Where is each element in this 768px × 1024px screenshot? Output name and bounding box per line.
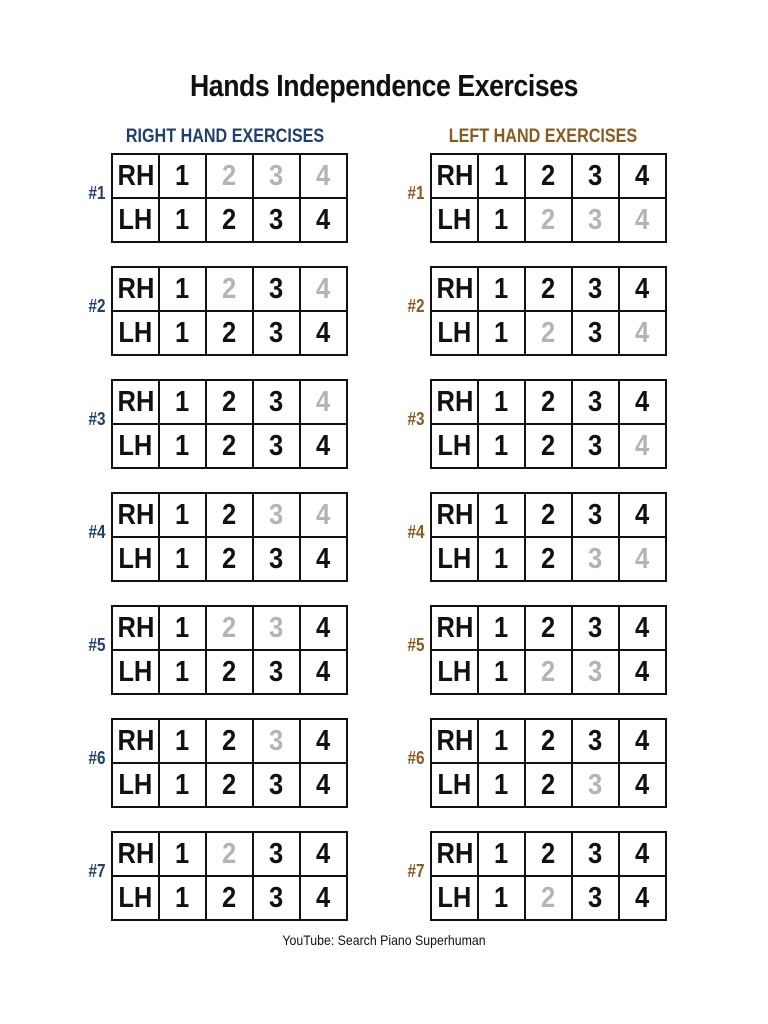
finger-number-rest: 4	[619, 311, 666, 355]
hand-label: LH	[431, 537, 478, 581]
exercise-number: #1	[88, 183, 106, 203]
finger-number: 1	[478, 311, 525, 355]
finger-number: 3	[253, 380, 300, 424]
exercise-grid	[111, 605, 348, 695]
hand-row-rh	[431, 267, 666, 311]
hand-row-rh	[112, 832, 347, 876]
finger-number: 4	[619, 267, 666, 311]
finger-number-rest: 4	[300, 154, 347, 198]
finger-number: 1	[159, 267, 206, 311]
exercise-grid	[111, 153, 348, 243]
hand-label: RH	[431, 606, 478, 650]
right-exercise-6	[88, 718, 337, 806]
hand-row-lh	[431, 650, 666, 694]
hand-row-lh	[431, 198, 666, 242]
finger-number: 1	[159, 832, 206, 876]
finger-number-rest: 2	[525, 198, 572, 242]
finger-number: 4	[300, 311, 347, 355]
finger-number-rest: 2	[206, 267, 253, 311]
hand-row-rh	[112, 493, 347, 537]
exercise-number: #3	[88, 409, 106, 429]
finger-number: 3	[572, 154, 619, 198]
exercise-grid	[111, 266, 348, 356]
hand-row-rh	[112, 719, 347, 763]
finger-number: 2	[525, 763, 572, 807]
exercise-number: #2	[407, 296, 425, 316]
hand-row-rh	[431, 154, 666, 198]
finger-number: 4	[300, 763, 347, 807]
finger-number: 2	[525, 537, 572, 581]
finger-number: 2	[206, 424, 253, 468]
finger-number: 1	[159, 650, 206, 694]
finger-number-rest: 3	[572, 198, 619, 242]
exercise-number: #4	[88, 522, 106, 542]
finger-number: 1	[478, 154, 525, 198]
exercise-grid	[430, 379, 667, 469]
hand-label: RH	[431, 267, 478, 311]
finger-number-rest: 3	[253, 493, 300, 537]
finger-number: 4	[619, 876, 666, 920]
finger-number-rest: 4	[619, 198, 666, 242]
finger-number: 3	[572, 719, 619, 763]
hand-label: RH	[112, 380, 159, 424]
hand-label: RH	[112, 719, 159, 763]
finger-number: 3	[572, 493, 619, 537]
finger-number: 3	[572, 606, 619, 650]
exercise-grid	[430, 831, 667, 921]
hand-label: RH	[431, 832, 478, 876]
finger-number: 2	[525, 154, 572, 198]
exercise-number: #2	[88, 296, 106, 316]
right-exercise-5	[88, 605, 337, 693]
left-exercise-5	[407, 605, 656, 693]
hand-label: LH	[431, 311, 478, 355]
hand-label: RH	[112, 154, 159, 198]
finger-number: 4	[619, 763, 666, 807]
finger-number: 3	[572, 311, 619, 355]
hand-row-lh	[112, 198, 347, 242]
finger-number-rest: 4	[619, 537, 666, 581]
exercise-grid	[111, 379, 348, 469]
hand-label: LH	[431, 876, 478, 920]
finger-number: 3	[253, 424, 300, 468]
finger-number-rest: 4	[300, 380, 347, 424]
left-hand-heading: LEFT HAND EXERCISES	[448, 126, 638, 147]
finger-number-rest: 2	[206, 832, 253, 876]
finger-number-rest: 3	[253, 154, 300, 198]
exercise-number: #1	[407, 183, 425, 203]
finger-number: 1	[478, 267, 525, 311]
hand-row-lh	[431, 537, 666, 581]
finger-number: 2	[206, 650, 253, 694]
finger-number: 3	[253, 311, 300, 355]
finger-number: 3	[253, 763, 300, 807]
finger-number: 1	[159, 424, 206, 468]
hand-label: RH	[431, 380, 478, 424]
right-exercise-3	[88, 379, 337, 467]
finger-number: 1	[159, 606, 206, 650]
finger-number: 4	[619, 380, 666, 424]
finger-number: 1	[159, 154, 206, 198]
hand-row-rh	[431, 380, 666, 424]
hand-row-lh	[112, 763, 347, 807]
exercise-grid	[111, 492, 348, 582]
finger-number: 4	[300, 537, 347, 581]
finger-number: 2	[525, 606, 572, 650]
finger-number: 4	[619, 650, 666, 694]
finger-number: 4	[619, 832, 666, 876]
hand-label: RH	[431, 154, 478, 198]
finger-number: 1	[159, 537, 206, 581]
hand-label: LH	[112, 876, 159, 920]
hand-label: RH	[112, 832, 159, 876]
finger-number: 2	[525, 832, 572, 876]
finger-number: 1	[478, 380, 525, 424]
finger-number: 1	[478, 606, 525, 650]
finger-number: 2	[525, 267, 572, 311]
finger-number: 1	[478, 537, 525, 581]
finger-number: 2	[525, 719, 572, 763]
finger-number: 3	[253, 537, 300, 581]
finger-number: 3	[572, 267, 619, 311]
right-exercise-2	[88, 266, 337, 354]
hand-label: LH	[112, 424, 159, 468]
finger-number: 3	[253, 650, 300, 694]
hand-label: LH	[112, 198, 159, 242]
right-exercise-1	[88, 153, 337, 241]
finger-number: 4	[300, 198, 347, 242]
left-exercise-4	[407, 492, 656, 580]
hand-label: LH	[431, 424, 478, 468]
finger-number-rest: 3	[253, 606, 300, 650]
finger-number-rest: 3	[572, 650, 619, 694]
finger-number: 4	[300, 606, 347, 650]
hand-label: LH	[431, 650, 478, 694]
finger-number: 2	[525, 493, 572, 537]
finger-number: 4	[300, 876, 347, 920]
hand-label: RH	[112, 267, 159, 311]
finger-number: 3	[572, 424, 619, 468]
hand-label: LH	[112, 650, 159, 694]
hand-label: LH	[112, 311, 159, 355]
finger-number: 2	[206, 198, 253, 242]
hand-label: LH	[112, 763, 159, 807]
finger-number: 1	[159, 719, 206, 763]
exercise-number: #6	[88, 748, 106, 768]
finger-number: 2	[525, 424, 572, 468]
finger-number: 1	[159, 763, 206, 807]
hand-row-lh	[112, 424, 347, 468]
finger-number-rest: 4	[300, 267, 347, 311]
finger-number-rest: 2	[525, 311, 572, 355]
exercise-number: #4	[407, 522, 425, 542]
left-exercise-1	[407, 153, 656, 241]
footer-credit: YouTube: Search Piano Superhuman	[282, 932, 486, 948]
finger-number: 2	[206, 876, 253, 920]
hand-row-lh	[112, 876, 347, 920]
hand-row-lh	[431, 311, 666, 355]
hand-row-lh	[431, 876, 666, 920]
finger-number: 4	[619, 719, 666, 763]
finger-number-rest: 2	[206, 154, 253, 198]
finger-number: 2	[525, 380, 572, 424]
finger-number: 3	[253, 267, 300, 311]
hand-label: LH	[112, 537, 159, 581]
finger-number-rest: 4	[300, 493, 347, 537]
finger-number-rest: 2	[206, 606, 253, 650]
exercise-grid	[430, 266, 667, 356]
finger-number: 1	[478, 832, 525, 876]
left-exercise-6	[407, 718, 656, 806]
finger-number-rest: 3	[572, 537, 619, 581]
finger-number: 1	[478, 719, 525, 763]
finger-number: 2	[206, 380, 253, 424]
exercise-grid	[111, 718, 348, 808]
hand-row-rh	[431, 832, 666, 876]
finger-number: 4	[300, 719, 347, 763]
finger-number: 3	[572, 876, 619, 920]
hand-row-lh	[431, 424, 666, 468]
hand-row-lh	[112, 650, 347, 694]
finger-number: 1	[478, 198, 525, 242]
hand-row-rh	[112, 380, 347, 424]
finger-number: 4	[619, 493, 666, 537]
exercise-grid	[430, 153, 667, 243]
exercise-number: #7	[407, 861, 425, 881]
finger-number: 1	[478, 424, 525, 468]
hand-label: RH	[112, 606, 159, 650]
hand-row-rh	[431, 719, 666, 763]
finger-number: 3	[253, 876, 300, 920]
exercise-number: #7	[88, 861, 106, 881]
finger-number: 4	[619, 606, 666, 650]
exercise-number: #3	[407, 409, 425, 429]
finger-number: 4	[619, 154, 666, 198]
hand-row-rh	[112, 606, 347, 650]
finger-number: 4	[300, 424, 347, 468]
hand-row-lh	[431, 763, 666, 807]
hand-label: RH	[112, 493, 159, 537]
finger-number: 3	[572, 380, 619, 424]
finger-number: 4	[300, 832, 347, 876]
finger-number: 1	[159, 876, 206, 920]
finger-number: 2	[206, 763, 253, 807]
hand-label: RH	[431, 719, 478, 763]
exercise-grid	[430, 718, 667, 808]
finger-number: 1	[159, 198, 206, 242]
hand-label: RH	[431, 493, 478, 537]
hand-row-rh	[112, 154, 347, 198]
finger-number-rest: 2	[525, 650, 572, 694]
hand-row-rh	[112, 267, 347, 311]
finger-number: 3	[253, 832, 300, 876]
finger-number: 4	[300, 650, 347, 694]
finger-number: 1	[478, 650, 525, 694]
exercise-grid	[111, 831, 348, 921]
exercise-number: #6	[407, 748, 425, 768]
right-exercise-7	[88, 831, 337, 919]
hand-label: LH	[431, 198, 478, 242]
finger-number: 2	[206, 311, 253, 355]
finger-number-rest: 3	[253, 719, 300, 763]
finger-number: 3	[572, 832, 619, 876]
finger-number: 1	[478, 493, 525, 537]
finger-number-rest: 4	[619, 424, 666, 468]
right-exercise-4	[88, 492, 337, 580]
left-exercise-7	[407, 831, 656, 919]
finger-number: 3	[253, 198, 300, 242]
finger-number: 1	[478, 763, 525, 807]
finger-number: 2	[206, 719, 253, 763]
hand-row-lh	[112, 537, 347, 581]
exercise-grid	[430, 492, 667, 582]
left-exercise-3	[407, 379, 656, 467]
finger-number: 2	[206, 537, 253, 581]
finger-number: 1	[159, 493, 206, 537]
exercise-number: #5	[88, 635, 106, 655]
finger-number-rest: 2	[525, 876, 572, 920]
finger-number: 1	[159, 380, 206, 424]
right-hand-heading: RIGHT HAND EXERCISES	[125, 126, 325, 147]
left-exercise-2	[407, 266, 656, 354]
hand-label: LH	[431, 763, 478, 807]
hand-row-rh	[431, 493, 666, 537]
finger-number: 2	[206, 493, 253, 537]
finger-number: 1	[159, 311, 206, 355]
finger-number: 1	[478, 876, 525, 920]
hand-row-rh	[431, 606, 666, 650]
finger-number-rest: 3	[572, 763, 619, 807]
page-title: Hands Independence Exercises	[189, 68, 579, 103]
hand-row-lh	[112, 311, 347, 355]
exercise-grid	[430, 605, 667, 695]
exercise-number: #5	[407, 635, 425, 655]
